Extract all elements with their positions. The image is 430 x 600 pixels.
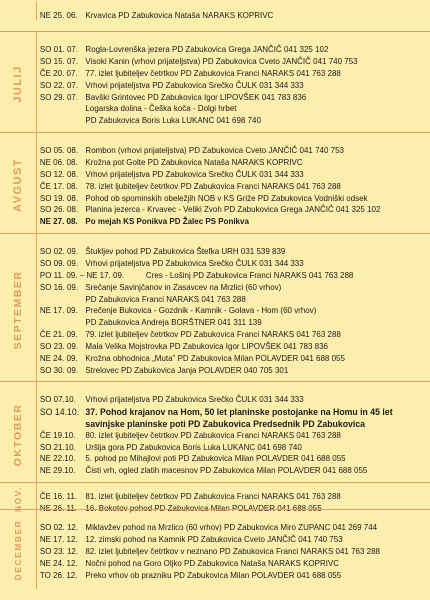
event-date: SO 15. 07.	[39, 55, 79, 66]
event-text: Vrhovi prijateljstva PD Zabukovica Srečko ČULK 031 344 333	[85, 168, 304, 179]
month-sidebar	[0, 2, 37, 20]
event-date: NE 17. 12.	[39, 533, 78, 544]
event-date: NE 27. 08.	[39, 216, 78, 227]
event-text: Planina jezerca - Krvavec - Veliki Zvoh PD Zabukovica Grega JANČIČ 041 325 102	[85, 204, 381, 215]
event-row	[38, 430, 399, 442]
event-text: 12. zimski pohod na Kamnik PD Zabukovica Cveto JANČIČ 041 740 753	[85, 533, 343, 544]
event-text: Rogla-Lovrenška jezera PD Zabukovica Grega JANČIČ 041 325 102	[85, 44, 329, 54]
event-text: Vrhovi prijateljstva PD Zabukovica Srečko ČULK 031 344 333	[85, 79, 304, 90]
month-sidebar	[0, 382, 37, 487]
event-row	[38, 294, 399, 306]
event-row	[38, 394, 399, 406]
event-text: Čisti vrh, ogled zlatih macesnov PD Zabukovica Milan POLAVDER 041 688 055	[85, 465, 368, 476]
event-text: 81. izlet ljubiteljev četrtkov PD Zabukovica Franci NARAKS 041 763 288	[85, 491, 341, 501]
event-row	[38, 204, 399, 216]
event-text: Rombon (vrhovi prijateljstva) PD Zabukovica Cveto JANČIČ 041 740 753	[85, 145, 344, 155]
event-date: SO 05. 08.	[39, 145, 79, 155]
event-date: SO 26. 08.	[39, 204, 79, 215]
event-date: ČE 16. 11.	[39, 491, 78, 501]
event-date: SO 14.10.	[39, 405, 80, 417]
event-date: SO 23. 12.	[39, 545, 79, 556]
event-row	[38, 546, 399, 558]
event-row	[38, 534, 399, 546]
event-row	[38, 305, 399, 317]
event-date: NE 24. 09.	[39, 353, 78, 364]
event-date: SO 19. 08.	[39, 192, 79, 203]
event-date: SO 29. 07.	[39, 91, 79, 102]
month-section-september	[0, 233, 430, 386]
event-date: SO 21.10.	[39, 441, 76, 452]
event-row	[38, 353, 399, 365]
event-row	[38, 103, 399, 115]
event-row	[38, 558, 399, 570]
event-text: 80. izlet ljubiteljev četrtkov PD Zabukovica Franci NARAKS 041 763 288	[85, 429, 341, 440]
event-date: PO 11. 09. – NE 17. 09.	[39, 269, 125, 280]
event-row	[38, 453, 399, 465]
event-text: Krvavica PD Zabukovica Nataša NARAKS KOPRIVC	[85, 10, 274, 20]
event-text: Visoki Kanin (vrhovi prijateljstva) PD Zabukovica Cveto JANČIČ 041 740 753	[85, 55, 358, 66]
event-text: PD Zabukovica Andreja BORŠTNER 041 311 139	[85, 317, 262, 328]
event-date: NE 26. 11.	[39, 502, 78, 513]
event-date: NE 06. 08.	[39, 156, 78, 167]
event-text: Štukljev pohod PD Zabukovica Štefka URH 031 539 839	[85, 246, 286, 256]
event-row	[38, 115, 399, 127]
event-date: NE 25. 06.	[39, 10, 78, 20]
event-text: Pohod ob spominskih obeležjih NOB v KS Griže PD Zabukovica Vodniški odsek	[85, 192, 368, 203]
event-row	[38, 92, 399, 104]
event-text: Logarska dolina - Češka koča - Dolgi hrbet	[85, 103, 237, 114]
event-text: 16. Bokotov pohod PD Zabukovica Milan POLAVDER 041 688 055	[85, 502, 322, 513]
event-row	[38, 329, 399, 341]
event-date: SO 02. 09.	[39, 246, 79, 256]
event-text: PD Zabukovica Boris Luka LUKANC 041 698 740	[85, 115, 261, 126]
month-sidebar	[0, 510, 37, 589]
event-row	[38, 216, 399, 228]
event-row	[38, 10, 399, 22]
event-row	[38, 145, 399, 157]
event-text: PD Zabukovica Franci NARAKS 041 763 288	[85, 293, 246, 304]
month-section-julij	[0, 31, 430, 135]
event-row	[38, 522, 399, 534]
event-date: SO 07.10.	[39, 394, 76, 404]
event-row	[38, 44, 399, 56]
month-section-december	[0, 509, 430, 589]
month-label: AVGUST	[12, 157, 24, 212]
event-date: SO 01. 07.	[39, 44, 79, 54]
event-text: Vrhovi prijateljstva PD Zabukovica Srečko ČULK 031 344 333	[85, 394, 304, 404]
event-text: Krožna pot Golte PD Zabukovica Nataša NARAKS KOPRIVC	[85, 156, 303, 167]
event-row	[38, 465, 399, 477]
month-label: JULIJ	[12, 64, 24, 103]
event-date: SO 02. 12.	[39, 522, 79, 532]
event-row	[38, 270, 399, 282]
event-date: TO 26. 12.	[39, 569, 78, 580]
event-row	[38, 442, 399, 454]
event-row	[38, 418, 399, 430]
month-section-avgust	[0, 132, 430, 236]
event-date: SO 22. 07.	[39, 79, 79, 90]
event-row	[38, 570, 399, 582]
event-row	[38, 193, 399, 205]
event-text: 37. Pohod krajanov na Hom, 50 let planinske postojanke na Homu in 45 let	[85, 405, 393, 417]
event-date: ČE 19.10.	[39, 429, 76, 440]
event-date: SO 30. 09.	[39, 364, 79, 375]
month-section-oktober	[0, 381, 430, 487]
event-date: NE 24. 12.	[39, 557, 78, 568]
event-row	[38, 365, 399, 377]
event-text: Krožna obhodnica „Muta" PD Zabukovica Milan POLAVDER 041 688 055	[85, 353, 345, 364]
event-text: Uršlja gora PD Zabukovica Boris Luka LUKANC 041 698 740	[85, 441, 302, 452]
event-date: SO 23. 09.	[39, 341, 79, 352]
month-label: DECEMBER	[13, 519, 23, 580]
event-text: Po mejah KS Ponikva PD Žalec PS Ponikva	[85, 216, 249, 227]
event-text: Nočni pohod na Goro Oljko PD Zabukovica Nataša NARAKS KOPRIVC	[85, 557, 340, 568]
event-text: 79. izlet ljubiteljev četrtkov PD Zabukovica Franci NARAKS 041 763 288	[85, 329, 341, 340]
event-text: 5. pohod po Mihajlovi poti PD Zabukovica Milan POLAVDER 041 688 055	[85, 453, 346, 464]
event-text: Srečanje Savinjčanov in Zasavcev na Mrzlici (60 vrhov)	[85, 281, 282, 292]
event-text: Preko vrhov ob prazniku PD Zabukovica Milan POLAVDER 041 688 055	[85, 569, 342, 580]
month-label: OKTOBER	[12, 403, 24, 466]
event-text: 82. izlet ljubiteljev četrtkov v neznano PD Zabukovica Franci NARAKS 041 763 288	[85, 545, 380, 556]
month-label: SEPTEMBER	[12, 270, 24, 350]
month-sidebar	[0, 32, 37, 135]
event-row	[38, 157, 399, 169]
event-date: ČE 17. 08.	[39, 180, 78, 191]
event-text: 77. izlet ljubiteljev četrtkov PD Zabukovica Franci NARAKS 041 763 288	[85, 67, 341, 78]
event-row	[38, 317, 399, 329]
month-sidebar	[0, 234, 37, 386]
event-row	[38, 341, 399, 353]
event-row	[38, 258, 399, 270]
event-text: 78. izlet ljubiteljev četrtkov PD Zabukovica Franci NARAKS 041 763 288	[85, 180, 341, 191]
event-date: NE 22.10.	[39, 453, 76, 464]
event-text: savinjske planinske poti PD Zabukovica Predsednik PD Zabukovica	[85, 417, 366, 429]
event-date: NE 17. 09.	[39, 305, 78, 316]
event-row	[38, 80, 399, 92]
event-date: ČE 21. 09.	[39, 329, 78, 340]
event-text: Mala Velika Mojstrovka PD Zabukovica Igor LIPOVŠEK 041 783 836	[85, 341, 328, 352]
event-text: Bavški Grintovec PD Zabukovica Igor LIPOVŠEK 041 783 836	[85, 91, 307, 102]
event-date: SO 09. 09.	[39, 257, 79, 268]
event-row	[38, 491, 399, 503]
event-date: SO 12. 08.	[39, 168, 79, 179]
event-row	[38, 282, 399, 294]
event-text: Cres - Lošinj PD Zabukovica Franci NARAKS 041 763 288	[145, 269, 354, 280]
event-row	[38, 68, 399, 80]
event-text: Strelovec PD Zabukovica Janja POLAVDER 040 705 301	[85, 364, 289, 375]
event-date: NE 29.10.	[39, 465, 76, 476]
event-date: ČE 20. 07.	[39, 67, 78, 78]
month-sidebar	[0, 133, 37, 236]
event-text: Prečenje Bukovica - Gozdnik - Kamnik - Golava - Hom (60 vrhov)	[85, 305, 317, 316]
event-text: Vrhovi prijateljstva PD Zabukovica Srečko ČULK 031 344 333	[85, 257, 304, 268]
event-row	[38, 169, 399, 181]
month-section-june	[0, 2, 430, 20]
event-row	[38, 246, 399, 258]
event-row	[38, 181, 399, 193]
event-text: Miklavžev pohod na Mrzlico (60 vrhov) PD Zabukovica Miro ZUPANC 041 269 744	[85, 522, 378, 532]
event-row	[38, 56, 399, 68]
event-date: SO 16. 09.	[39, 281, 79, 292]
month-label: NOV.	[13, 485, 23, 512]
event-row	[38, 406, 399, 418]
